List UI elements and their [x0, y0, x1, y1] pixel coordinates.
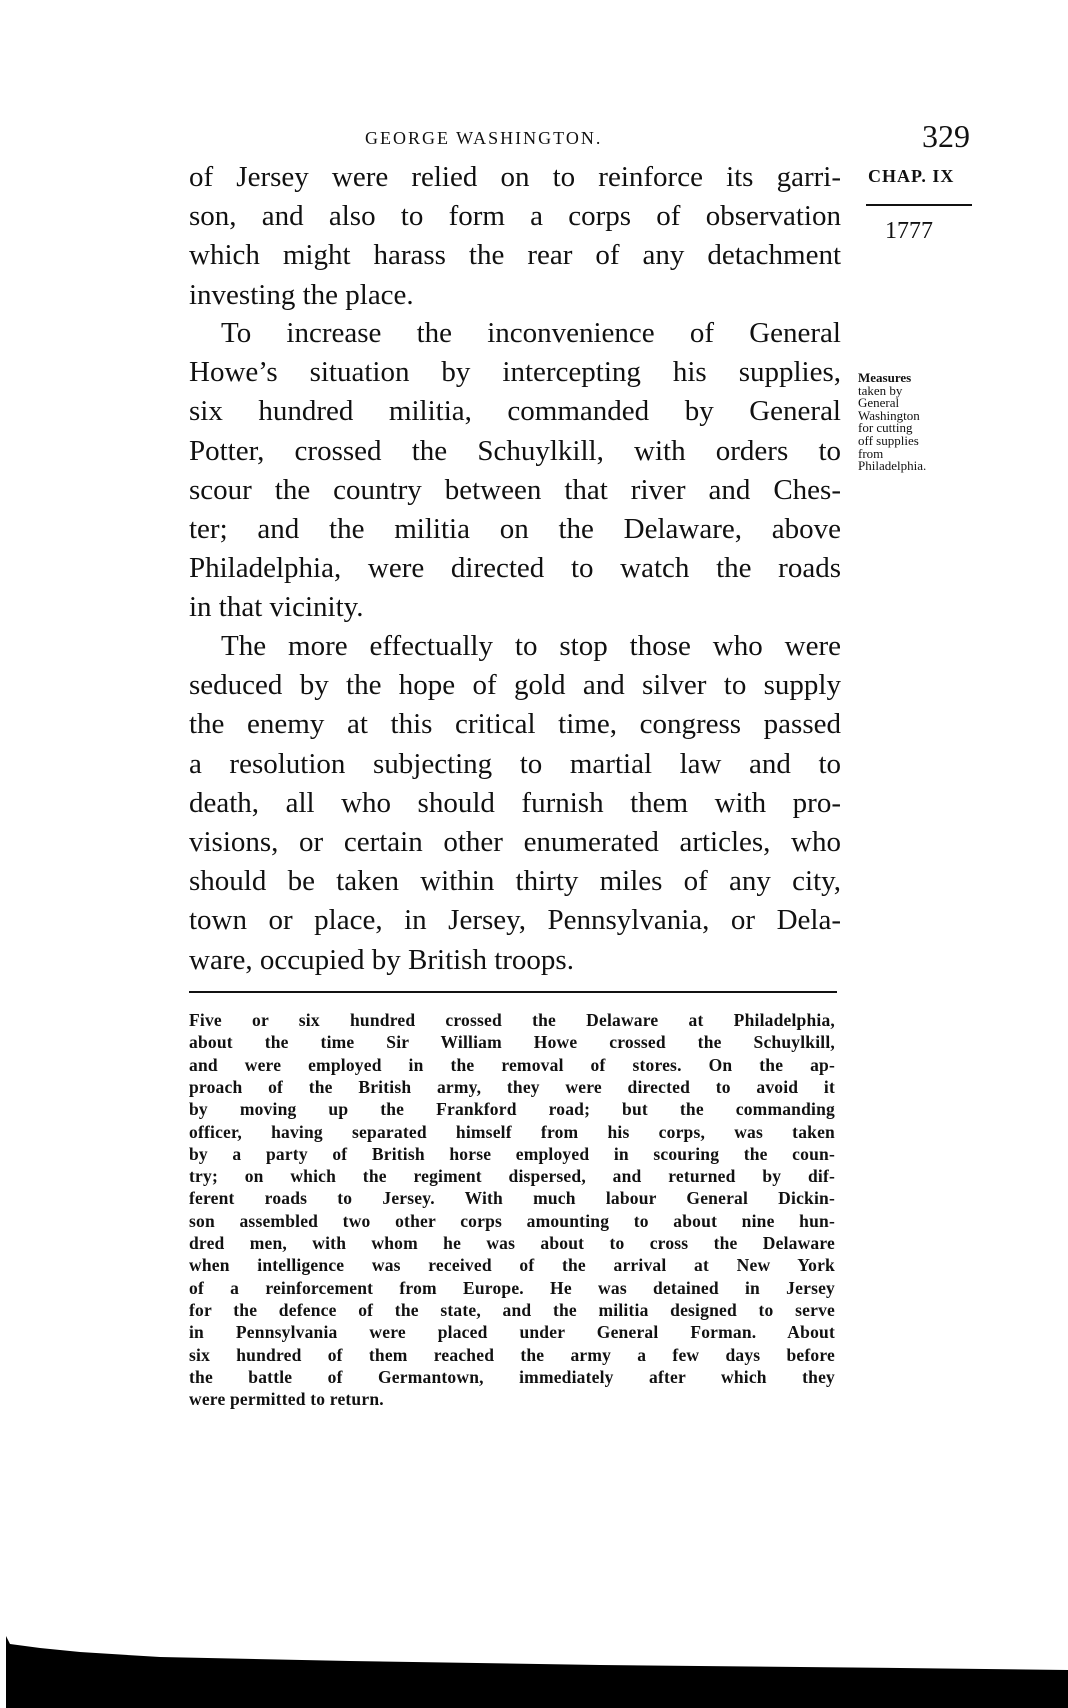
scan-edge-black-band — [0, 1630, 1068, 1708]
body-line: Potter, crossed the Schuylkill, with orders to — [189, 434, 841, 467]
body-line: The more effectually to stop those who were — [221, 630, 841, 662]
footnote-line: and were employed in the removal of stores. On the ap- — [189, 1054, 835, 1075]
footnote-line: the battle of Germantown, immediately after which they — [189, 1366, 835, 1387]
margin-note-line: for cutting — [858, 420, 913, 436]
body-line: in that vicinity. — [189, 591, 364, 624]
body-line: town or place, in Jersey, Pennsylvania, or Dela- — [189, 904, 841, 937]
footnote-line: about the time Sir William Howe crossed the Schuylkill, — [189, 1032, 835, 1053]
footnote-line: son assembled two other corps amounting to about nine hun- — [189, 1210, 835, 1231]
body-line: six hundred militia, commanded by General — [189, 395, 841, 428]
footnote-line: when intelligence was received of the arrival at New York — [189, 1255, 835, 1276]
year-label: 1777 — [885, 218, 933, 244]
body-line: seduced by the hope of gold and silver to supply — [189, 669, 841, 702]
footnote-line: Five or six hundred crossed the Delaware at Philadelphia, — [189, 1010, 835, 1030]
body-line: a resolution subjecting to martial law and to — [189, 747, 841, 780]
footnote-line: of a reinforcement from Europe. He was detained in Jersey — [189, 1277, 835, 1298]
page-number: 329 — [922, 118, 970, 154]
body-line: Howe’s situation by intercepting his supplies, — [189, 356, 841, 389]
margin-note-line: taken by — [858, 382, 903, 398]
footnote-line: in Pennsylvania were placed under General Forman. About — [189, 1322, 835, 1343]
margin-note — [858, 372, 926, 473]
body-line: should be taken within thirty miles of any city, — [189, 865, 841, 898]
footnote-rule — [189, 991, 837, 993]
margin-note-line: from — [858, 445, 884, 461]
footnote-line: by moving up the Frankford road; but the commanding — [189, 1099, 835, 1120]
body-line: which might harass the rear of any detachment — [189, 239, 841, 272]
footnote-line: ferent roads to Jersey. With much labour General Dickin- — [189, 1188, 835, 1209]
body-line: visions, or certain other enumerated articles, who — [189, 826, 841, 858]
footnote-line: officer, having separated himself from his corps, was taken — [189, 1121, 835, 1142]
footnote-line: six hundred of them reached the army a few days before — [189, 1344, 835, 1365]
chapter-rule — [866, 204, 972, 206]
body-line: son, and also to form a corps of observation — [189, 200, 841, 233]
body-line: the enemy at this critical time, congress passed — [189, 708, 841, 741]
margin-note-line: Measures — [858, 370, 912, 385]
margin-note-line: Washington — [858, 407, 920, 423]
body-line: scour the country between that river and Ches- — [189, 473, 841, 506]
footnote-line: proach of the British army, they were directed to avoid it — [189, 1076, 835, 1097]
body-line: death, all who should furnish them with pro- — [189, 786, 841, 819]
body-line: Philadelphia, were directed to watch the roads — [189, 552, 841, 585]
margin-note-line: Philadelphia. — [858, 458, 927, 474]
body-line: investing the place. — [189, 278, 414, 311]
footnote-line: for the defence of the state, and the militia designed to serve — [189, 1299, 835, 1320]
body-line: ter; and the militia on the Delaware, above — [189, 513, 841, 545]
body-line: To increase the inconvenience of General — [221, 317, 841, 349]
margin-note-line: off supplies — [858, 432, 919, 448]
margin-note-line: General — [858, 395, 900, 411]
chapter-label: CHAP. IX — [868, 166, 955, 186]
body-line: ware, occupied by British troops. — [189, 943, 574, 976]
footnote-line: were permitted to return. — [189, 1389, 384, 1410]
running-head: GEORGE WASHINGTON. — [365, 128, 603, 148]
footnote-line: try; on which the regiment dispersed, and returned by dif- — [189, 1166, 835, 1187]
footnote-line: dred men, with whom he was about to cross the Delaware — [189, 1233, 835, 1253]
footnote-line: by a party of British horse employed in scouring the coun- — [189, 1143, 835, 1164]
body-line: of Jersey were relied on to reinforce its garri- — [189, 161, 841, 193]
